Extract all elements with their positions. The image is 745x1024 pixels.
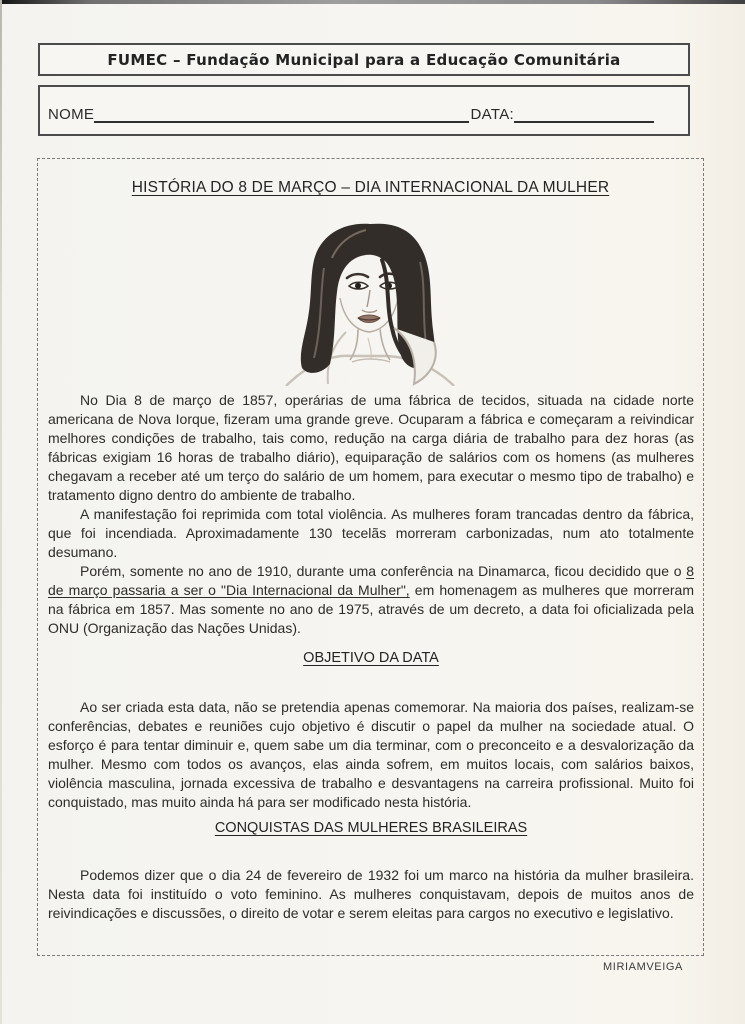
paragraph-3-pre: Porém, somente no ano de 1910, durante uma conferência na Dinamarca, ficou decidido que o [80, 563, 687, 579]
woman-portrait-sketch [268, 210, 473, 386]
paragraph-objetivo: Ao ser criada esta data, não se pretendia apenas comemorar. Na maioria dos países, realizam-se conferências, debates e reuniões cujo objetivo é discutir o papel da mulher na sociedade atual. O esforço é para tentar diminuir e, quem sabe um dia terminar, com o preconceito e a desvalorização da mulher. Mesmo com todos os avanços, elas ainda sofrem, em muitos locais, com salários baixos, violência masculina, jornada excessiva de trabalho e desvantagens na carreira profissional. Muito foi conquistado, mas muito ainda há para ser modificado nesta história. [48, 699, 694, 810]
org-header-box [38, 43, 690, 76]
section-heading-conquistas: CONQUISTAS DAS MULHERES BRASILEIRAS [214, 820, 528, 836]
paragraph-history-3 [48, 562, 694, 638]
date-blank-line [514, 105, 654, 123]
date-label: DATA: [470, 106, 514, 123]
name-label: NOME [48, 106, 95, 123]
name-date-form-box [38, 85, 690, 136]
author-signature: MIRIAMVEIGA [603, 961, 683, 973]
scan-artifact-top-edge [0, 0, 745, 4]
paragraph-history-2: A manifestação foi reprimida com total violência. As mulheres foram trancadas dentro da fábrica, que foi incendiada. Aproximadamente 130 tecelãs morreram carbonizadas, num ato totalmente desumano. [48, 506, 694, 560]
org-title: FUMEC – Fundação Municipal para a Educação Comunitária [107, 50, 621, 69]
section-heading-objetivo: OBJETIVO DA DATA [303, 650, 439, 666]
paragraph-conquistas: Podemos dizer que o dia 24 de fevereiro de 1932 foi um marco na história da mulher brasileira. Nesta data foi instituído o voto feminino. As mulheres conquistavam, depois de muitos anos de reivindicações e discussões, o direito de votar e serem eleitas para cargos no executivo e legislativo. [48, 867, 694, 921]
worksheet-body-box [37, 158, 704, 956]
paragraph-3-post: em homenagem as mulheres que morreram na fábrica em 1857. Mas somente no ano de 1975, através de um decreto, a data foi oficializada pela ONU (Organização das Nações Unidas). [48, 582, 694, 636]
paragraph-history-1: No Dia 8 de março de 1857, operárias de uma fábrica de tecidos, situada na cidade norte americana de Nova Iorque, fizeram uma grande greve. Ocuparam a fábrica e começaram a reivindicar melhores condições de trabalho, tais como, redução na carga diária de trabalho para dez horas (as fábricas exigiam 16 horas de trabalho diário), equiparação de salários com os homens (as mulheres chegavam a receber até um terço do salário de um homem, para executar o mesmo tipo de trabalho) e tratamento digno dentro do ambiente de trabalho. [48, 392, 694, 503]
paragraph-3-underlined-phrase: 8 de março passaria a ser o "Dia Internacional da Mulher", [48, 563, 694, 598]
worksheet-text [38, 386, 703, 923]
scan-artifact-left-edge [0, 0, 2, 1024]
name-blank-line [94, 105, 468, 123]
worksheet-title: HISTÓRIA DO 8 DE MARÇO – DIA INTERNACIONAL DA MULHER [131, 179, 610, 196]
